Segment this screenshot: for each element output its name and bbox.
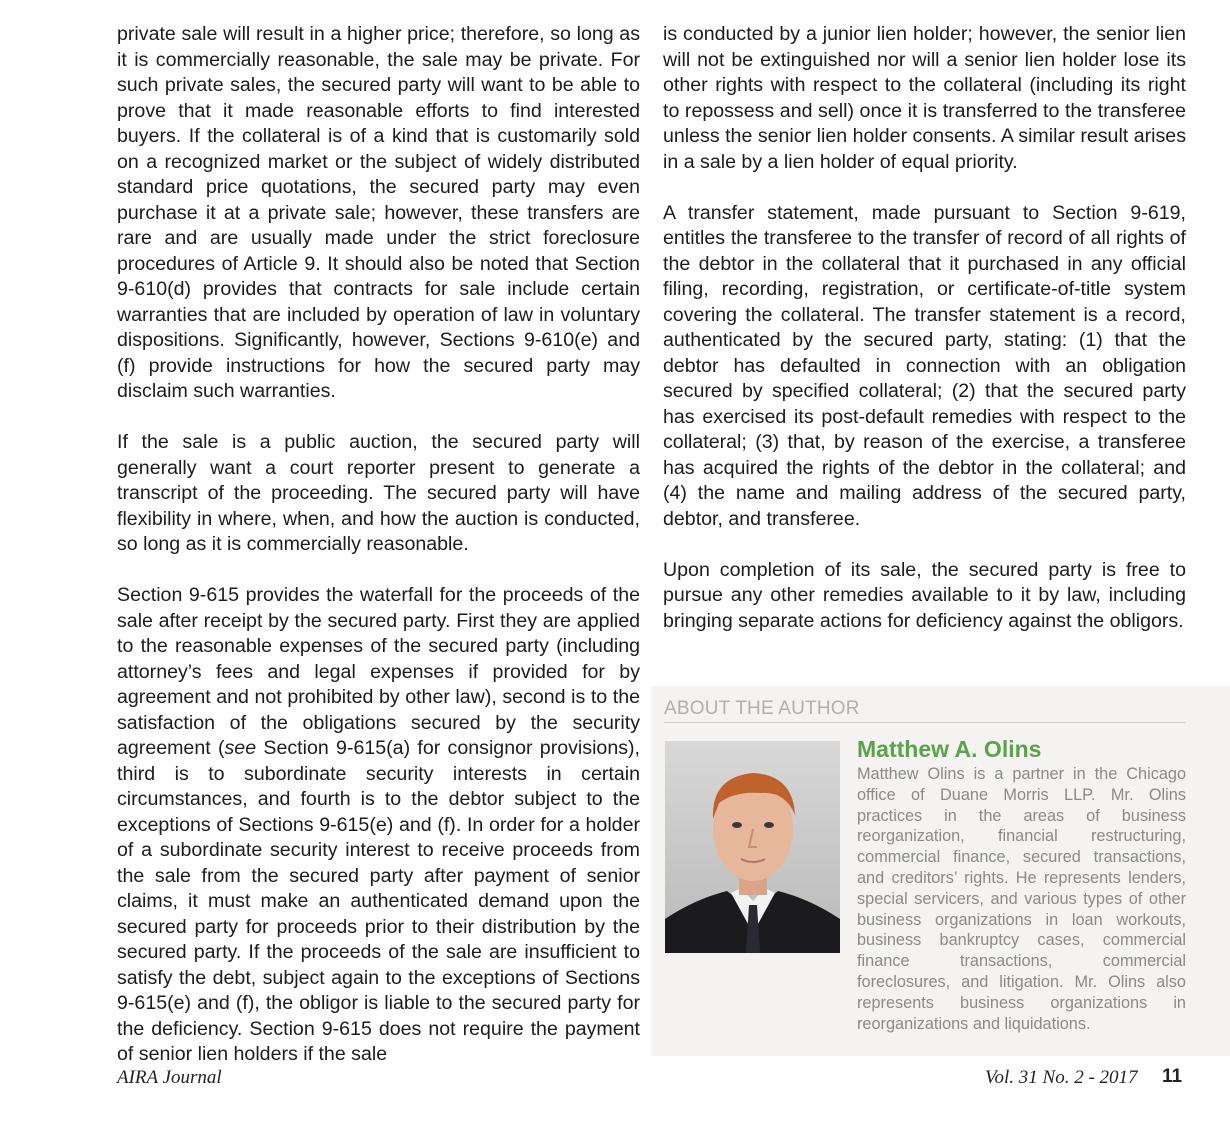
author-photo: [665, 741, 840, 953]
journal-name: AIRA Journal: [117, 1067, 222, 1088]
author-bio: Matthew Olins is a partner in the Chicago office of Duane Morris LLP. Mr. Olins practices in the areas of business reorganization, financial restructuring, commercial finance, secured transactions, and creditors’ rights. He represents lenders, special servicers, and various types of other business organizations in loan workouts, business bankruptcy cases, commercial finance transactions, commercial foreclosures, and litigation. Mr. Olins also represents business organizations in reorganizations and liquidations.: [857, 765, 1186, 1033]
paragraph-text: Section 9-615 provides the waterfall for the proceeds of the sale after receipt by the secured party. First they are applied to the reasonable expenses of the secured party (including attorney’s fees and legal expenses if provided for by agreement and not prohibited by other law), second is to the satisfaction of the obligations secured by the security agreement (: [117, 584, 640, 759]
see-italic: see: [224, 737, 257, 759]
page-number: 11: [1162, 1066, 1183, 1087]
volume-info: Vol. 31 No. 2 - 2017: [985, 1067, 1138, 1088]
author-name: Matthew A. Olins: [857, 736, 1042, 762]
right-column: [663, 22, 1186, 660]
paragraph: Upon completion of its sale, the secured party is free to pursue any other remedies available to it by law, including bringing separate actions for deficiency against the obligors.: [663, 558, 1186, 632]
paragraph: [117, 583, 640, 1068]
paragraph: private sale will result in a higher price; therefore, so long as it is commercially reasonable, the sale may be private. For such private sales, the secured party will want to be able to prove that it made reasonable efforts to find interested buyers. If the collateral is of a kind that is customarily sold on a recognized market or the subject of widely distributed standard price quotations, the secured party may even purchase it at a private sale; however, these transfers are rare and are usually made under the strict foreclosure procedures of Article 9. It should also be noted that Section 9-610(d) provides that contracts for sale include certain warranties that are included by operation of law in voluntary dispositions. Significantly, however, Sections 9-610(e) and (f) provide instructions for how the secured party may disclaim such warranties.: [117, 23, 640, 402]
left-column: [117, 22, 640, 1093]
paragraph: A transfer statement, made pursuant to Section 9-619, entitles the transferee to the transfer of record of all rights of the debtor in the collateral that it purchased in any official filing, recording, registration, or certificate-of-title system covering the collateral. The transfer statement is a record, authenticated by the secured party, stating: (1) that the debtor has defaulted in connection with an obligation secured by specified collateral; (2) that the secured party has exercised its post-default remedies with respect to the collateral; (3) that, by reason of the exercise, a transferee has acquired the rights of the debtor in the collateral; and (4) the name and mailing address of the secured party, debtor, and transferee.: [663, 201, 1186, 530]
paragraph: is conducted by a junior lien holder; however, the senior lien will not be extinguished nor will a senior lien holder lose its other rights with respect to the collateral (including its right to repossess and sell) once it is transferred to the transferee unless the senior lien holder consents. A similar result arises in a sale by a lien holder of equal priority.: [663, 23, 1186, 173]
about-author-box: [651, 686, 1230, 1056]
paragraph: If the sale is a public auction, the secured party will generally want a court reporter present to generate a transcript of the proceeding. The secured party will have flexibility in where, when, and how the auction is conducted, so long as it is commercially reasonable.: [117, 431, 640, 555]
paragraph-text: Section 9-615(a) for consignor provisions), third is to subordinate security interests in certain circumstances, and fourth is to the debtor subject to the exceptions of Sections 9-615(e) and (f). In order for a holder of a subordinate security interest to receive proceeds from the sale from the secured party after payment of senior claims, it must make an authenticated demand upon the secured party for proceeds prior to their distribution by the secured party. If the proceeds of the sale are insufficient to satisfy the debt, subject again to the exceptions of Sections 9-615(e) and (f), the obligor is liable to the secured party for the deficiency. Section 9-615 does not require the payment of senior lien holders if the sale: [117, 737, 640, 1065]
about-author-heading: ABOUT THE AUTHOR: [664, 698, 1186, 723]
